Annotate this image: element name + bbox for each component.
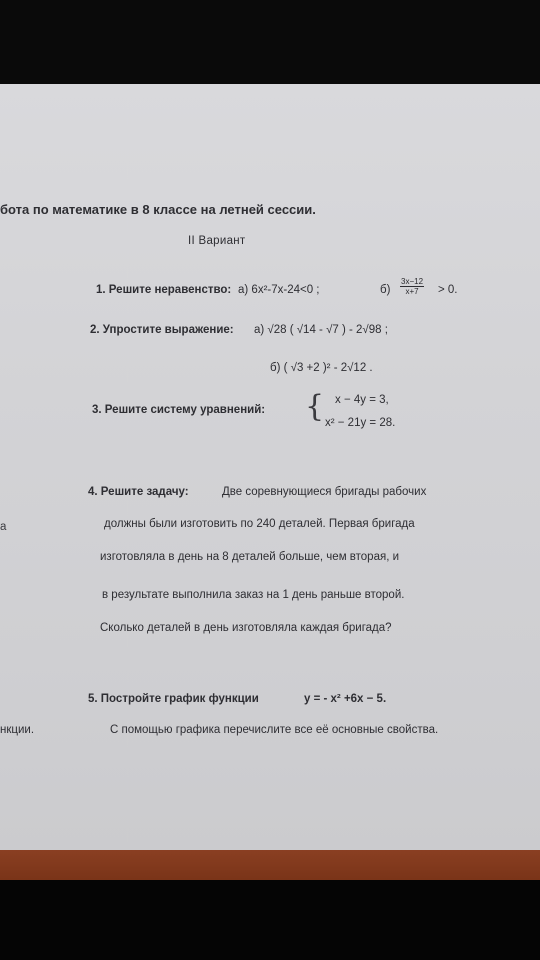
- worksheet-title: бота по математике в 8 классе на летней сессии.: [0, 202, 316, 217]
- task4-line-5: Сколько деталей в день изготовляла каждая бригада?: [100, 622, 392, 634]
- task3-equation-1: x − 4y = 3,: [335, 394, 389, 406]
- task3-equation-2: x² − 21y = 28.: [325, 417, 396, 429]
- task4-line-4: в результате выполнила заказ на 1 день раньше второй.: [102, 589, 405, 601]
- task5-formula: y = - x² +6x − 5.: [304, 693, 387, 705]
- task1-part-b-suffix: > 0.: [438, 284, 458, 296]
- task2-part-b: б) ( √3 +2 )² - 2√12 .: [270, 362, 373, 374]
- photo-dark-border-top: [0, 0, 540, 84]
- task1-fraction-denominator: x+7: [405, 287, 419, 296]
- task1-label: 1. Решите неравенство:: [96, 284, 232, 296]
- task1-part-b-prefix: б): [380, 284, 391, 296]
- photo-dark-border-bottom: [0, 880, 540, 960]
- variant-label: II Вариант: [188, 235, 246, 247]
- table-surface: [0, 850, 540, 880]
- task4-line-3: изготовляла в день на 8 деталей больше, чем вторая, и: [100, 551, 400, 563]
- task2-label: 2. Упростите выражение:: [90, 324, 234, 336]
- task4-line-1: Две соревнующиеся бригады рабочих: [222, 486, 427, 498]
- task1-fraction: [400, 277, 424, 296]
- worksheet-paper: [0, 84, 540, 850]
- task4-label: 4. Решите задачу:: [88, 486, 189, 498]
- task3-label: 3. Решите систему уравнений:: [92, 404, 266, 416]
- task5-line-2: С помощью графика перечислите все её основные свойства.: [110, 724, 439, 736]
- system-brace: {: [305, 389, 325, 424]
- task1-fraction-numerator: 3x−12: [401, 277, 424, 286]
- task5-margin-fragment: нкции.: [0, 724, 35, 736]
- task1-part-a: а) 6x²-7x-24<0 ;: [238, 284, 320, 296]
- task4-margin-fragment: а: [0, 521, 7, 533]
- task5-label: 5. Постройте график функции: [88, 693, 259, 705]
- task4-line-2: должны были изготовить по 240 деталей. Первая бригада: [104, 518, 415, 530]
- task2-part-a: а) √28 ( √14 - √7 ) - 2√98 ;: [254, 324, 388, 336]
